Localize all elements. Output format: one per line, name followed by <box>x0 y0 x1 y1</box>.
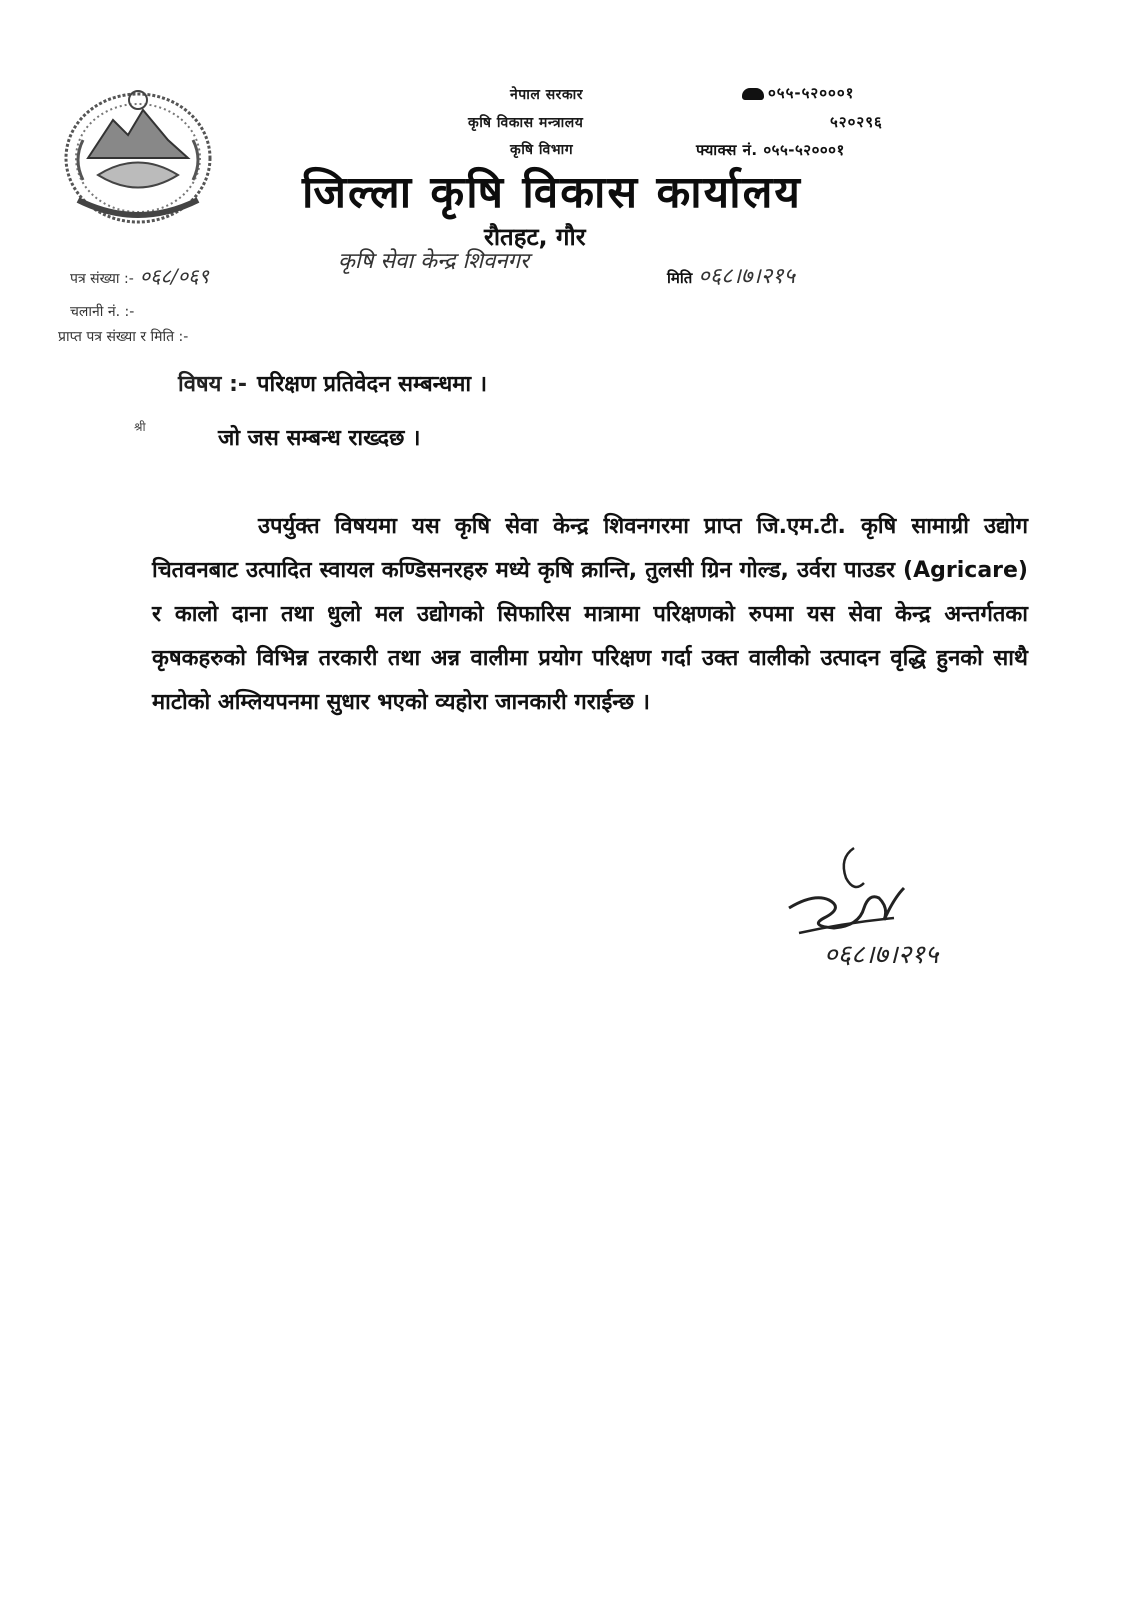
handwritten-service-center <box>338 245 529 275</box>
addressee-prefix: श्री <box>134 420 146 434</box>
phone-line-1 <box>742 83 854 103</box>
reference-row <box>70 262 209 289</box>
telephone-icon <box>742 88 764 100</box>
subject-text: परिक्षण प्रतिवेदन सम्बन्धमा । <box>257 372 488 397</box>
body-paragraph: उपर्युक्त विषयमा यस कृषि सेवा केन्द्र शिवनगरमा प्राप्त जि.एम.टी. कृषि सामाग्री उद्योग चितवनबाट उत्पादित स्वायल कण्डिसनरहरु मध्ये कृषि क्रान्ति, तुलसी ग्रिन गोल्ड, उर्वरा पाउडर (Agricare) र कालो दाना तथा धुलो मल उद्योगको सिफारिस मात्रामा परिक्षणको रुपमा यस सेवा केन्द्र अन्तर्गतका कृषकहरुको विभिन्न तरकारी तथा अन्न वालीमा प्रयोग परिक्षण गर्दा उक्त वालीको उत्पादन वृद्धि हुनको साथै माटोको अम्लियपनमा सुधार भएको व्यहोरा जानकारी गराईन्छ । <box>152 514 1028 715</box>
signature-date: ०६८।७।२१५ <box>824 940 939 970</box>
phone-number-2: ५२०२९६ <box>830 113 883 131</box>
date-value: ०६८।७।२१५ <box>698 264 796 289</box>
reference-label: पत्र संख्या :- <box>70 271 134 287</box>
nepal-emblem-icon <box>58 80 218 230</box>
office-place: रौतहट, गौर <box>484 223 586 251</box>
department-name: कृषि विभाग <box>510 142 574 158</box>
date-row <box>667 260 795 290</box>
reply-ref-label: प्राप्त पत्र संख्या र मिति :- <box>58 329 189 345</box>
subject-label: विषय :- <box>178 372 247 397</box>
ministry-name: कृषि विकास मन्त्रालय <box>468 115 584 131</box>
dispatch-label: चलानी नं. :- <box>70 304 135 320</box>
office-title: जिल्ला कृषि विकास कार्यालय <box>302 167 802 218</box>
signature-image <box>784 838 974 978</box>
date-label: मिति <box>667 269 693 287</box>
reference-value: ०६८/०६९ <box>139 264 209 288</box>
subject-line <box>178 368 487 398</box>
fax-number: फ्याक्स नं. ०५५-५२०००१ <box>696 141 845 159</box>
handwritten-service-center-text: कृषि सेवा केन्द्र शिवनगर <box>338 249 529 274</box>
addressee-text: जो जस सम्बन्ध राख्दछ । <box>218 426 421 451</box>
government-name: नेपाल सरकार <box>510 87 584 103</box>
phone-number-1: ०५५-५२०००१ <box>768 84 855 102</box>
